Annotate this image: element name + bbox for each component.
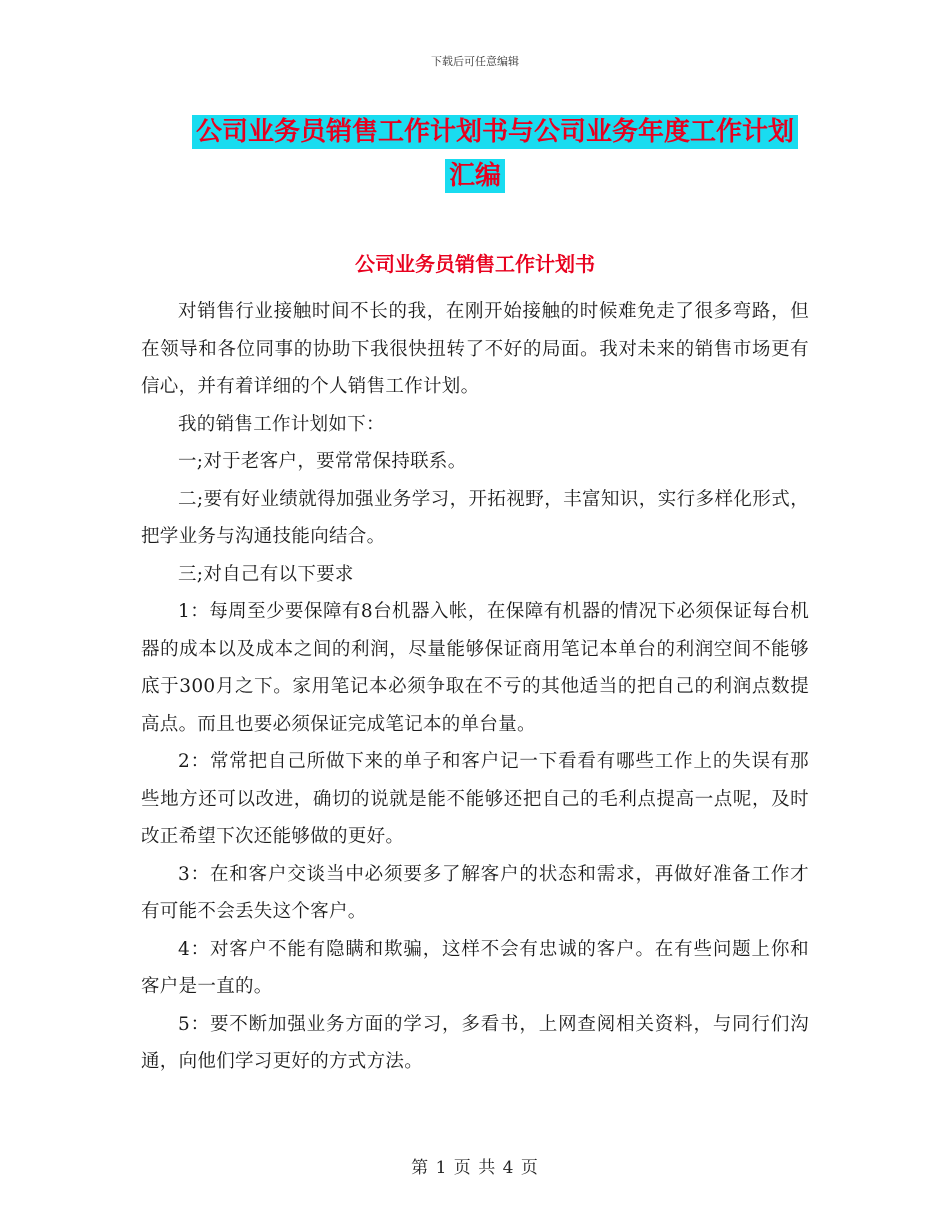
paragraph: 二;要有好业绩就得加强业务学习，开拓视野，丰富知识，实行多样化形式，把学业务与沟通技能向结合。: [141, 488, 809, 547]
header-note: 下载后可任意编辑: [431, 55, 519, 68]
paragraph: 一;对于老客户，要常常保持联系。: [178, 451, 467, 472]
section-title: 公司业务员销售工作计划书: [355, 252, 595, 276]
paragraph: 2：常常把自己所做下来的单子和客户记一下看看有哪些工作上的失误有那些地方还可以改进，确切的说就是能不能够还把自己的毛利点提高一点呢，及时改正希望下次还能够做的更好。: [141, 751, 809, 847]
main-title-line1: 公司业务员销售工作计划书与公司业务年度工作计划: [192, 115, 798, 149]
paragraph: 三;对自己有以下要求: [178, 563, 354, 585]
main-title: [0, 110, 950, 198]
main-title-line2: 汇编: [445, 159, 505, 193]
paragraph: 5：要不断加强业务方面的学习，多看书，上网查阅相关资料，与同行们沟通，向他们学习更好的方式方法。: [141, 1013, 809, 1072]
paragraph: 4：对客户不能有隐瞒和欺骗，这样不会有忠诚的客户。在有些问题上你和客户是一直的。: [141, 938, 809, 997]
body-text: [141, 293, 809, 1081]
page-footer: 第 1 页 共 4 页: [411, 1158, 539, 1178]
paragraph: 对销售行业接触时间不长的我，在刚开始接触的时候难免走了很多弯路，但在领导和各位同事的协助下我很快扭转了不好的局面。我对未来的销售市场更有信心，并有着详细的个人销售工作计划。: [141, 301, 809, 397]
paragraph: 我的销售工作计划如下：: [178, 413, 385, 435]
paragraph: 1：每周至少要保障有8台机器入帐，在保障有机器的情况下必须保证每台机器的成本以及成本之间的利润，尽量能够保证商用笔记本单台的利润空间不能够底于300月之下。家用笔记本必须争取在不亏的其他适当的把自己的利润点数提高点。而且也要必须保证完成笔记本的单台量。: [141, 601, 809, 735]
paragraph: 3：在和客户交谈当中必须要多了解客户的状态和需求，再做好准备工作才有可能不会丢失这个客户。: [141, 863, 809, 922]
